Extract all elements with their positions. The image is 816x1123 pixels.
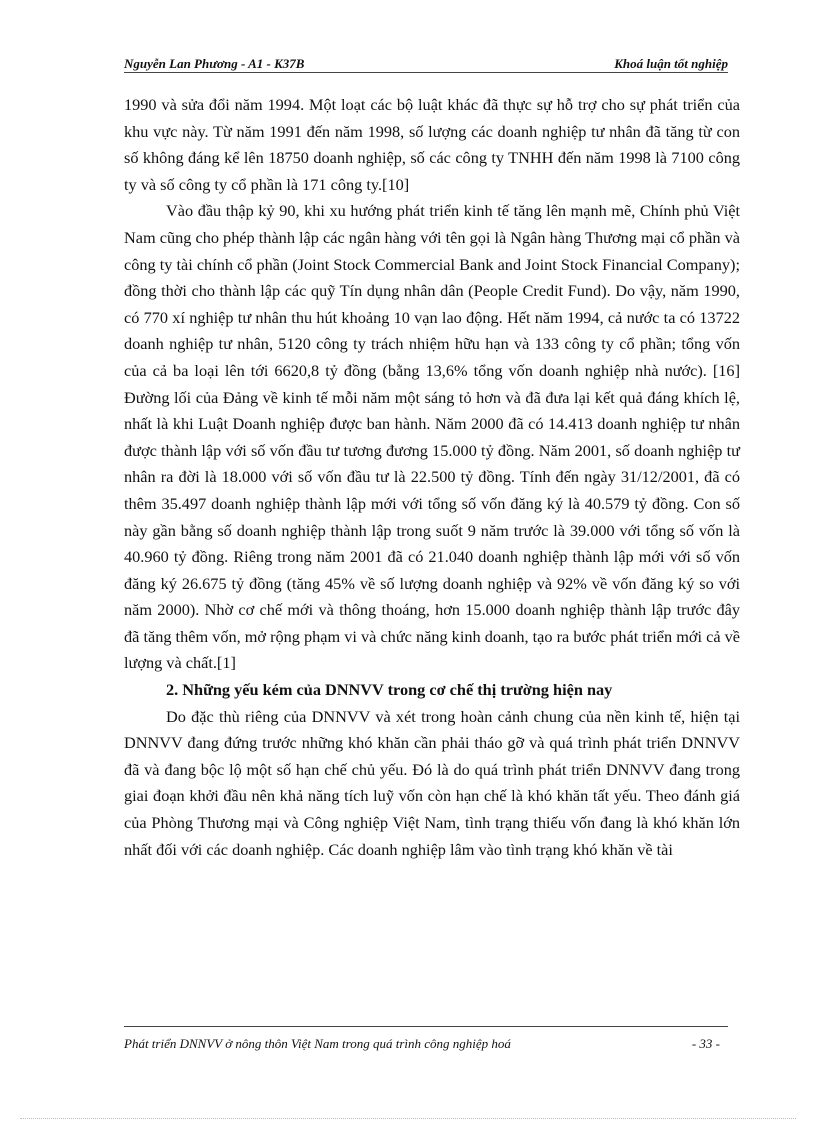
- page-number: - 33 -: [691, 1036, 720, 1051]
- header-author: Nguyễn Lan Phương - A1 - K37B: [124, 56, 305, 71]
- header-title: Khoá luận tốt nghiệp: [614, 56, 728, 71]
- footer-text: Phát triển DNNVV ở nông thôn Việt Nam trong quá trình công nghiệp hoá: [124, 1036, 511, 1051]
- section-paragraph: Do đặc thù riêng của DNNVV và xét trong hoàn cảnh chung của nền kinh tế, hiện tại DNNVV đang đứng trước những khó khăn cần phải tháo gỡ và quá trình phát triển DNNVV đã và đang bộc lộ một số hạn chế chủ yếu. Đó là do quá trình phát triển DNNVV đang trong giai đoạn khởi đầu nên khả năng tích luỹ vốn còn hạn chế là khó khăn tất yếu. Theo đánh giá của Phòng Thương mại và Công nghiệp Việt Nam, tình trạng thiếu vốn đang là khó khăn lớn nhất đối với các doanh nghiệp. Các doanh nghiệp lâm vào tình trạng khó khăn về tài: [124, 706, 740, 859]
- paragraph: Vào đầu thập kỷ 90, khi xu hướng phát triển kinh tế tăng lên mạnh mẽ, Chính phủ Việt Nam cũng cho phép thành lập các ngân hàng với tên gọi là Ngân hàng Thương mại cổ phần và công ty tài chính cổ phần (Joint Stock Commercial Bank and Joint Stock Financial Company); đồng thời cho thành lập các quỹ Tín dụng nhân dân (People Credit Fund). Do vậy, năm 1990, có 770 xí nghiệp tư nhân thu hút khoảng 10 vạn lao động. Hết năm 1994, cả nước ta có 13722 doanh nghiệp tư nhân, 5120 công ty trách nhiệm hữu hạn và 133 công ty cổ phần; tổng vốn của cả ba loại lên tới 6620,8 tỷ đồng (bằng 13,6% tổng vốn doanh nghiệp nhà nước). [16] Đường lối của Đảng về kinh tế mỗi năm một sáng tỏ hơn và đã đưa lại kết quả đáng khích lệ, nhất là khi Luật Doanh nghiệp được ban hành. Năm 2000 đã có 14.413 doanh nghiệp tư nhân được thành lập với số vốn đầu tư tương đương 15.000 tỷ đồng. Năm 2001, số doanh nghiệp tư nhân ra đời là 18.000 với số vốn đầu tư là 22.500 tỷ đồng. Tính đến ngày 31/12/2001, đã có thêm 35.497 doanh nghiệp thành lập mới với tổng số vốn đăng ký là 40.579 tỷ đồng. Con số này gần bằng số doanh nghiệp thành lập trong suốt 9 năm trước là 39.000 với tổng số vốn là 40.960 tỷ đồng. Riêng trong năm 2001 đã có 21.040 doanh nghiệp thành lập mới với số vốn đăng ký 26.675 tỷ đồng (tăng 45% về số lượng doanh nghiệp và 92% về vốn đăng ký so với năm 2000). Nhờ cơ chế mới và thông thoáng, hơn 15.000 doanh nghiệp thành lập trước đây đã tăng thêm vốn, mở rộng phạm vi và chức năng kinh doanh, tạo ra bước phát triển mới cả về lượng và chất.[1]: [124, 201, 740, 673]
- paragraph-continued: 1990 và sửa đổi năm 1994. Một loạt các bộ luật khác đã thực sự hỗ trợ cho sự phát triển của khu vực này. Từ năm 1991 đến năm 1998, số lượng các doanh nghiệp tư nhân đã tăng từ con số không đáng kể lên 18750 doanh nghiệp, số các công ty TNHH đến năm 1998 là 7100 công ty và số công ty cổ phần là 171 công ty.[10]: [124, 95, 740, 194]
- page-body: [124, 92, 740, 863]
- header-rule: [124, 72, 728, 73]
- section-heading: 2. Những yếu kém của DNNVV trong cơ chế thị trường hiện nay: [166, 680, 613, 700]
- page-edge-divider: [20, 1118, 796, 1119]
- footer-rule: [124, 1026, 728, 1027]
